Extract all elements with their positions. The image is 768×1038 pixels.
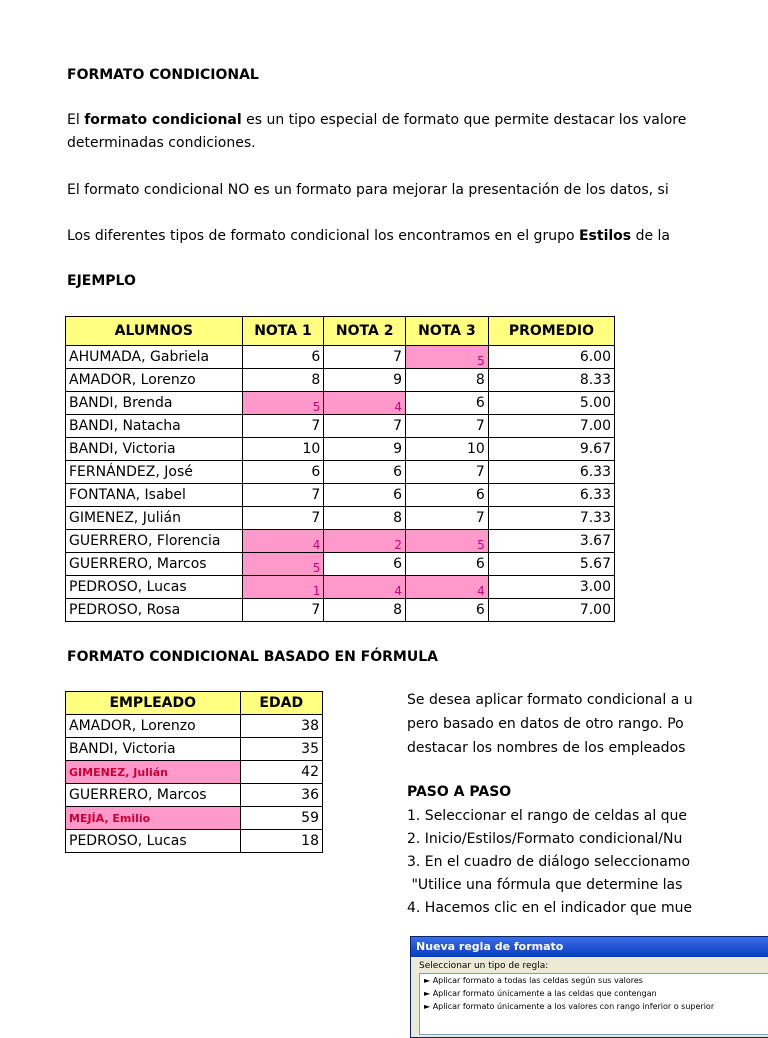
employee-age: 59 [240, 807, 323, 830]
student-name: GUERRERO, Florencia [66, 530, 243, 553]
nota-2-cell: 6 [324, 461, 406, 484]
employee-age: 36 [240, 784, 323, 807]
dialog-label: Seleccionar un tipo de regla: [419, 961, 549, 971]
nota-3-cell: 5 [406, 530, 489, 553]
paragraph-3-pre: Los diferentes tipos de formato condicional los encontramos en el grupo [67, 228, 579, 244]
table-row [66, 553, 615, 576]
step-4: 4. Hacemos clic en el indicador que mue [407, 900, 693, 916]
nota-2-cell: 7 [324, 346, 406, 369]
nota-3-cell: 7 [406, 415, 489, 438]
promedio-cell: 5.00 [488, 392, 614, 415]
paragraph-1-pre: El [67, 112, 85, 128]
example-heading: EJEMPLO [67, 273, 136, 289]
employee-header-row [66, 692, 323, 715]
nota-1-cell: 7 [242, 507, 324, 530]
step-1: 1. Seleccionar el rango de celdas al que [407, 808, 688, 824]
nota-3-cell: 6 [406, 553, 489, 576]
paragraph-3 [67, 228, 670, 244]
table-row [66, 738, 323, 761]
student-name: BANDI, Brenda [66, 392, 243, 415]
header-nota-2: NOTA 2 [324, 317, 406, 346]
right-text-line-1: Se desea aplicar formato condicional a u [407, 692, 693, 708]
paragraph-1 [67, 112, 686, 128]
nota-2-cell: 9 [324, 438, 406, 461]
paragraph-3-post: de la [631, 228, 670, 244]
step-heading: PASO A PASO [407, 784, 512, 800]
nota-3-cell: 10 [406, 438, 489, 461]
table-row [66, 807, 323, 830]
paragraph-3-bold: Estilos [578, 228, 632, 244]
nota-3-cell: 7 [406, 507, 489, 530]
table-row [66, 599, 615, 622]
promedio-cell: 7.00 [488, 599, 614, 622]
rule-option-2[interactable]: ► Aplicar formato únicamente a las celdas que contengan [424, 989, 657, 998]
promedio-cell: 7.00 [488, 415, 614, 438]
promedio-cell: 6.00 [488, 346, 614, 369]
paragraph-1-post: es un tipo especial de formato que permite destacar los valore [241, 112, 687, 128]
step-3-cont: "Utilice una fórmula que determine las [407, 877, 683, 893]
nota-2-cell: 6 [324, 484, 406, 507]
nota-2-cell: 7 [324, 415, 406, 438]
promedio-cell: 3.00 [488, 576, 614, 599]
table-row [66, 507, 615, 530]
nota-1-cell: 5 [242, 392, 324, 415]
header-nota-3: NOTA 3 [406, 317, 489, 346]
employee-age: 42 [240, 761, 323, 784]
step-3: 3. En el cuadro de diálogo seleccionamo [407, 854, 691, 870]
nota-2-cell: 2 [324, 530, 406, 553]
nota-2-cell: 8 [324, 599, 406, 622]
header-nota-1: NOTA 1 [242, 317, 324, 346]
nota-2-cell: 6 [324, 553, 406, 576]
rule-option-1[interactable]: ► Aplicar formato a todas las celdas según sus valores [424, 976, 643, 985]
employee-name: GUERRERO, Marcos [66, 784, 241, 807]
paragraph-1-line2: determinadas condiciones. [67, 135, 256, 151]
table-row [66, 576, 615, 599]
grades-header-row [66, 317, 615, 346]
page-title: FORMATO CONDICIONAL [67, 67, 259, 83]
nota-1-cell: 7 [242, 415, 324, 438]
nota-1-cell: 10 [242, 438, 324, 461]
right-text-line-2: pero basado en datos de otro rango. Po [407, 716, 684, 732]
rule-option-3[interactable]: ► Aplicar formato únicamente a los valores con rango inferior o superior [424, 1002, 715, 1011]
employee-name: BANDI, Victoria [66, 738, 241, 761]
promedio-cell: 8.33 [488, 369, 614, 392]
formula-heading: FORMATO CONDICIONAL BASADO EN FÓRMULA [67, 649, 438, 665]
step-2: 2. Inicio/Estilos/Formato condicional/Nu [407, 831, 683, 847]
nota-3-cell: 6 [406, 484, 489, 507]
rule-type-list[interactable] [419, 973, 768, 1035]
nota-1-cell: 6 [242, 461, 324, 484]
promedio-cell: 7.33 [488, 507, 614, 530]
student-name: BANDI, Natacha [66, 415, 243, 438]
nota-2-cell: 4 [324, 392, 406, 415]
student-name: PEDROSO, Lucas [66, 576, 243, 599]
employee-name: MEJÍA, Emilio [66, 807, 241, 830]
student-name: FONTANA, Isabel [66, 484, 243, 507]
table-row [66, 346, 615, 369]
nota-1-cell: 4 [242, 530, 324, 553]
header-promedio: PROMEDIO [488, 317, 614, 346]
nota-1-cell: 8 [242, 369, 324, 392]
nota-1-cell: 5 [242, 553, 324, 576]
paragraph-2: El formato condicional NO es un formato para mejorar la presentación de los datos, si [67, 182, 669, 198]
nota-3-cell: 4 [406, 576, 489, 599]
student-name: FERNÁNDEZ, José [66, 461, 243, 484]
employee-age: 35 [240, 738, 323, 761]
promedio-cell: 5.67 [488, 553, 614, 576]
table-row [66, 530, 615, 553]
promedio-cell: 6.33 [488, 484, 614, 507]
employee-age: 38 [240, 715, 323, 738]
table-row [66, 761, 323, 784]
header-empleado: EMPLEADO [66, 692, 241, 715]
paragraph-1-bold: formato condicional [84, 112, 242, 128]
dialog-title: Nueva regla de formato [416, 940, 564, 953]
nota-3-cell: 5 [406, 346, 489, 369]
nota-1-cell: 7 [242, 484, 324, 507]
employee-name: GIMENEZ, Julián [66, 761, 241, 784]
nota-2-cell: 9 [324, 369, 406, 392]
nota-3-cell: 7 [406, 461, 489, 484]
student-name: BANDI, Victoria [66, 438, 243, 461]
nota-2-cell: 8 [324, 507, 406, 530]
table-row [66, 369, 615, 392]
student-name: GUERRERO, Marcos [66, 553, 243, 576]
employee-name: PEDROSO, Lucas [66, 830, 241, 853]
employee-name: AMADOR, Lorenzo [66, 715, 241, 738]
student-name: AHUMADA, Gabriela [66, 346, 243, 369]
nota-3-cell: 8 [406, 369, 489, 392]
table-row [66, 484, 615, 507]
promedio-cell: 9.67 [488, 438, 614, 461]
nota-1-cell: 6 [242, 346, 324, 369]
nota-1-cell: 1 [242, 576, 324, 599]
table-row [66, 415, 615, 438]
table-row [66, 438, 615, 461]
employee-age: 18 [240, 830, 323, 853]
nota-3-cell: 6 [406, 599, 489, 622]
student-name: PEDROSO, Rosa [66, 599, 243, 622]
promedio-cell: 3.67 [488, 530, 614, 553]
right-text-line-3: destacar los nombres de los empleados [407, 740, 686, 756]
table-row [66, 461, 615, 484]
new-format-rule-dialog [410, 936, 768, 1038]
nota-1-cell: 7 [242, 599, 324, 622]
student-name: AMADOR, Lorenzo [66, 369, 243, 392]
table-row [66, 392, 615, 415]
header-alumnos: ALUMNOS [66, 317, 243, 346]
header-edad: EDAD [240, 692, 323, 715]
dialog-titlebar [411, 937, 768, 957]
table-row [66, 715, 323, 738]
student-name: GIMENEZ, Julián [66, 507, 243, 530]
grades-table [65, 316, 615, 622]
table-row [66, 784, 323, 807]
nota-2-cell: 4 [324, 576, 406, 599]
promedio-cell: 6.33 [488, 461, 614, 484]
table-row [66, 830, 323, 853]
nota-3-cell: 6 [406, 392, 489, 415]
employee-table [65, 691, 323, 853]
